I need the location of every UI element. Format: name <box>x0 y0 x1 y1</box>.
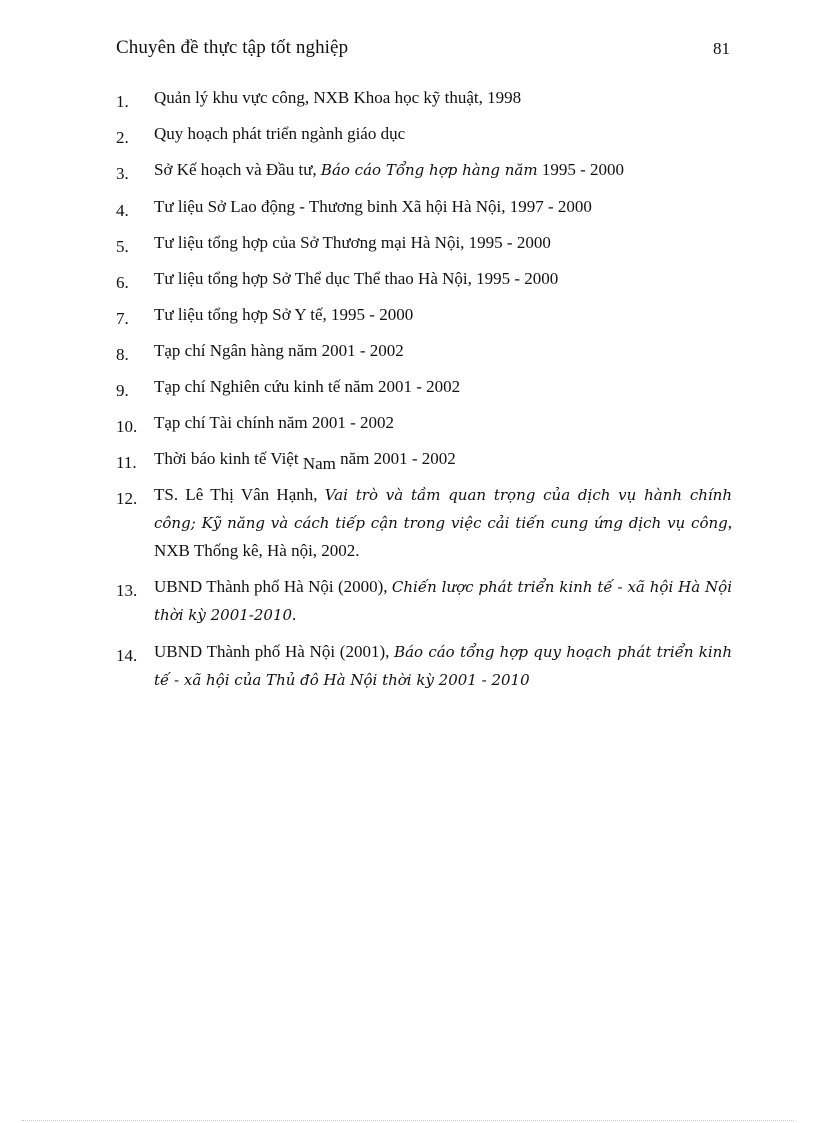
reference-text-plain: Thời báo kinh tế Việt <box>154 449 303 468</box>
reference-text <box>154 481 732 564</box>
reference-number: 5. <box>116 237 129 256</box>
reference-number: 14. <box>116 646 138 665</box>
reference-text: Tư liệu Sở Lao động - Thương binh Xã hội Hà Nội, 1997 - 2000 <box>154 197 592 216</box>
reference-number: 3. <box>116 164 129 183</box>
reference-number: 7. <box>116 309 129 328</box>
reference-number: 11. <box>116 453 137 472</box>
reference-text <box>154 445 732 472</box>
reference-text-plain: TS. Lê Thị Vân Hạnh, <box>154 485 325 504</box>
reference-number: 9. <box>116 381 129 400</box>
reference-text-plain: Sở Kế hoạch và Đầu tư, <box>154 160 321 179</box>
reference-item <box>116 373 732 400</box>
page-bottom-divider <box>22 1120 794 1121</box>
reference-text-plain: năm 2001 - 2002 <box>335 449 456 468</box>
reference-text-plain: . <box>292 605 297 624</box>
reference-number: 1. <box>116 92 129 111</box>
reference-number: 10. <box>116 417 138 436</box>
reference-item <box>116 193 732 220</box>
reference-item <box>116 573 732 629</box>
page-number: 81 <box>713 39 730 58</box>
reference-item <box>116 301 732 328</box>
reference-text-plain: , NXB Thống kê, Hà nội, 2002. <box>154 513 732 560</box>
reference-text <box>154 638 732 694</box>
reference-text: Tư liệu tổng hợp Sở Y tế, 1995 - 2000 <box>154 305 414 324</box>
reference-number: 4. <box>116 201 129 220</box>
reference-text-plain: 1995 - 2000 <box>537 160 624 179</box>
reference-text <box>154 156 732 184</box>
reference-title-italic: Báo cáo tổng hợp quy hoạch phát triển kinh tế - xã hội của Thủ đô Hà Nội thời kỳ 2001 - 2010 <box>154 643 732 689</box>
reference-text: Tạp chí Ngân hàng năm 2001 - 2002 <box>154 341 404 360</box>
reference-text: Tạp chí Nghiên cứu kinh tế năm 2001 - 2002 <box>154 377 461 396</box>
reference-title-italic: Vai trò và tầm quan trọng của dịch vụ hành chính công; Kỹ năng và cách tiếp cận trong việc cải tiến cung ứng dịch vụ công <box>154 486 733 532</box>
reference-list <box>116 84 732 703</box>
reference-title-italic: Báo cáo Tổng hợp hàng năm <box>320 161 538 179</box>
page-header-title: Chuyên đề thực tập tốt nghiệp <box>116 37 349 58</box>
reference-item <box>116 84 732 111</box>
reference-item <box>116 481 732 564</box>
reference-title-italic: Chiến lược phát triển kinh tế - xã hội Hà Nội thời kỳ 2001-2010 <box>154 578 733 624</box>
reference-text: Quy hoạch phát triển ngành giáo dục <box>154 124 406 143</box>
reference-item <box>116 229 732 256</box>
reference-text: Quản lý khu vực công, NXB Khoa học kỹ thuật, 1998 <box>154 88 522 107</box>
reference-text <box>154 573 732 629</box>
reference-number: 8. <box>116 345 129 364</box>
reference-number: 13. <box>116 581 138 600</box>
reference-number: 12. <box>116 489 138 508</box>
reference-item <box>116 638 732 694</box>
reference-number: 2. <box>116 128 129 147</box>
reference-text: Tư liệu tổng hợp Sở Thể dục Thể thao Hà Nội, 1995 - 2000 <box>154 269 559 288</box>
reference-item <box>116 156 732 184</box>
reference-text-subscript: Nam <box>302 454 336 473</box>
reference-text-plain: UBND Thành phố Hà Nội (2001), <box>154 642 395 661</box>
reference-text: Tạp chí Tài chính năm 2001 - 2002 <box>154 413 394 432</box>
reference-text-plain: UBND Thành phố Hà Nội (2000), <box>154 577 392 596</box>
reference-text: Tư liệu tổng hợp của Sở Thương mại Hà Nội, 1995 - 2000 <box>154 233 551 252</box>
reference-number: 6. <box>116 273 129 292</box>
reference-item <box>116 445 732 472</box>
reference-item <box>116 409 732 436</box>
reference-item <box>116 265 732 292</box>
reference-item <box>116 120 732 147</box>
reference-item <box>116 337 732 364</box>
